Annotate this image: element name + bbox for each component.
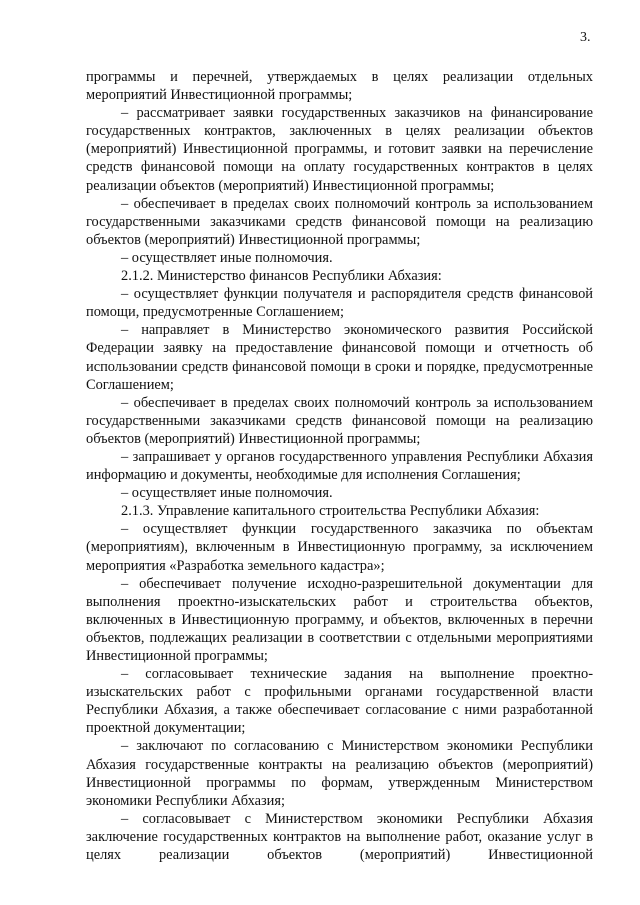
paragraph-item: – осуществляет иные полномочия. [121,485,333,502]
paragraph-item: – направляет в Министерство экономического развития Российской Федерации заявку на предоставление финансовой помощи и отчетность об использовании средств финансовой помощи в сроки и порядке, предусмотренные Соглашением; [86,322,593,393]
paragraph-continuation: программы и перечней, утверждаемых в целях реализации отдельных мероприятий Инвестиционной программы; [86,69,593,104]
paragraph-item: – осуществляет функции государственного заказчика по объектам (мероприятиям), включенным в Инвестиционную программу, за исключением мероприятия «Разработка земельного кадастра»; [86,521,593,574]
section-heading: 2.1.2. Министерство финансов Республики Абхазия: [121,268,442,285]
page-number: 3. [580,30,591,45]
paragraph-item: – рассматривает заявки государственных заказчиков на финансирование государственных контрактов, заключенных в целях реализации объектов (мероприятий) Инвестиционной программы, и готовит заявки на перечисление средств финансовой помощи на оплату государственных контрактов в целях реализации объектов (мероприятий) Инвестиционной программы; [86,105,593,194]
paragraph-item: – обеспечивает в пределах своих полномочий контроль за использованием государственными заказчиками средств финансовой помощи на реализацию объектов (мероприятий) Инвестиционной программы; [86,394,593,447]
paragraph-item: – согласовывает технические задания на выполнение проектно-изыскательских работ с профильными органами государственной власти Республики Абхазия, а также обеспечивает согласование с ними разработанной проектной документации; [86,666,593,737]
document-body [86,68,593,864]
paragraph-item: – заключают по согласованию с Министерством экономики Республики Абхазия государственные контракты на реализацию объектов (мероприятий) Инвестиционной программы по формам, утвержденным Министерством экономики Республики Абхазия; [86,738,593,809]
paragraph-item: – согласовывает с Министерством экономики Республики Абхазия заключение государственных контрактов на выполнение работ, оказание услуг в целях реализации объектов (мероприятий) Инвестиционной [86,810,593,864]
paragraph-item: – обеспечивает в пределах своих полномочий контроль за использованием государственными заказчиками средств финансовой помощи на реализацию объектов (мероприятий) Инвестиционной программы; [86,195,593,248]
section-heading: 2.1.3. Управление капитального строительства Республики Абхазия: [121,503,540,520]
paragraph-item: – осуществляет функции получателя и распорядителя средств финансовой помощи, предусмотренные Соглашением; [86,286,593,321]
paragraph-item: – осуществляет иные полномочия. [121,249,333,266]
paragraph-item: – запрашивает у органов государственного управления Республики Абхазия информацию и документы, необходимые для исполнения Соглашения; [86,448,593,484]
paragraph-item: – обеспечивает получение исходно-разрешительной документации для выполнения проектно-изыскательских работ и строительства объектов, включенных в Инвестиционную программу, и объектов, включенных в перечни объектов, подлежащих реализации в соответствии с отдельными мероприятиями Инвестиционной программы; [86,575,593,664]
